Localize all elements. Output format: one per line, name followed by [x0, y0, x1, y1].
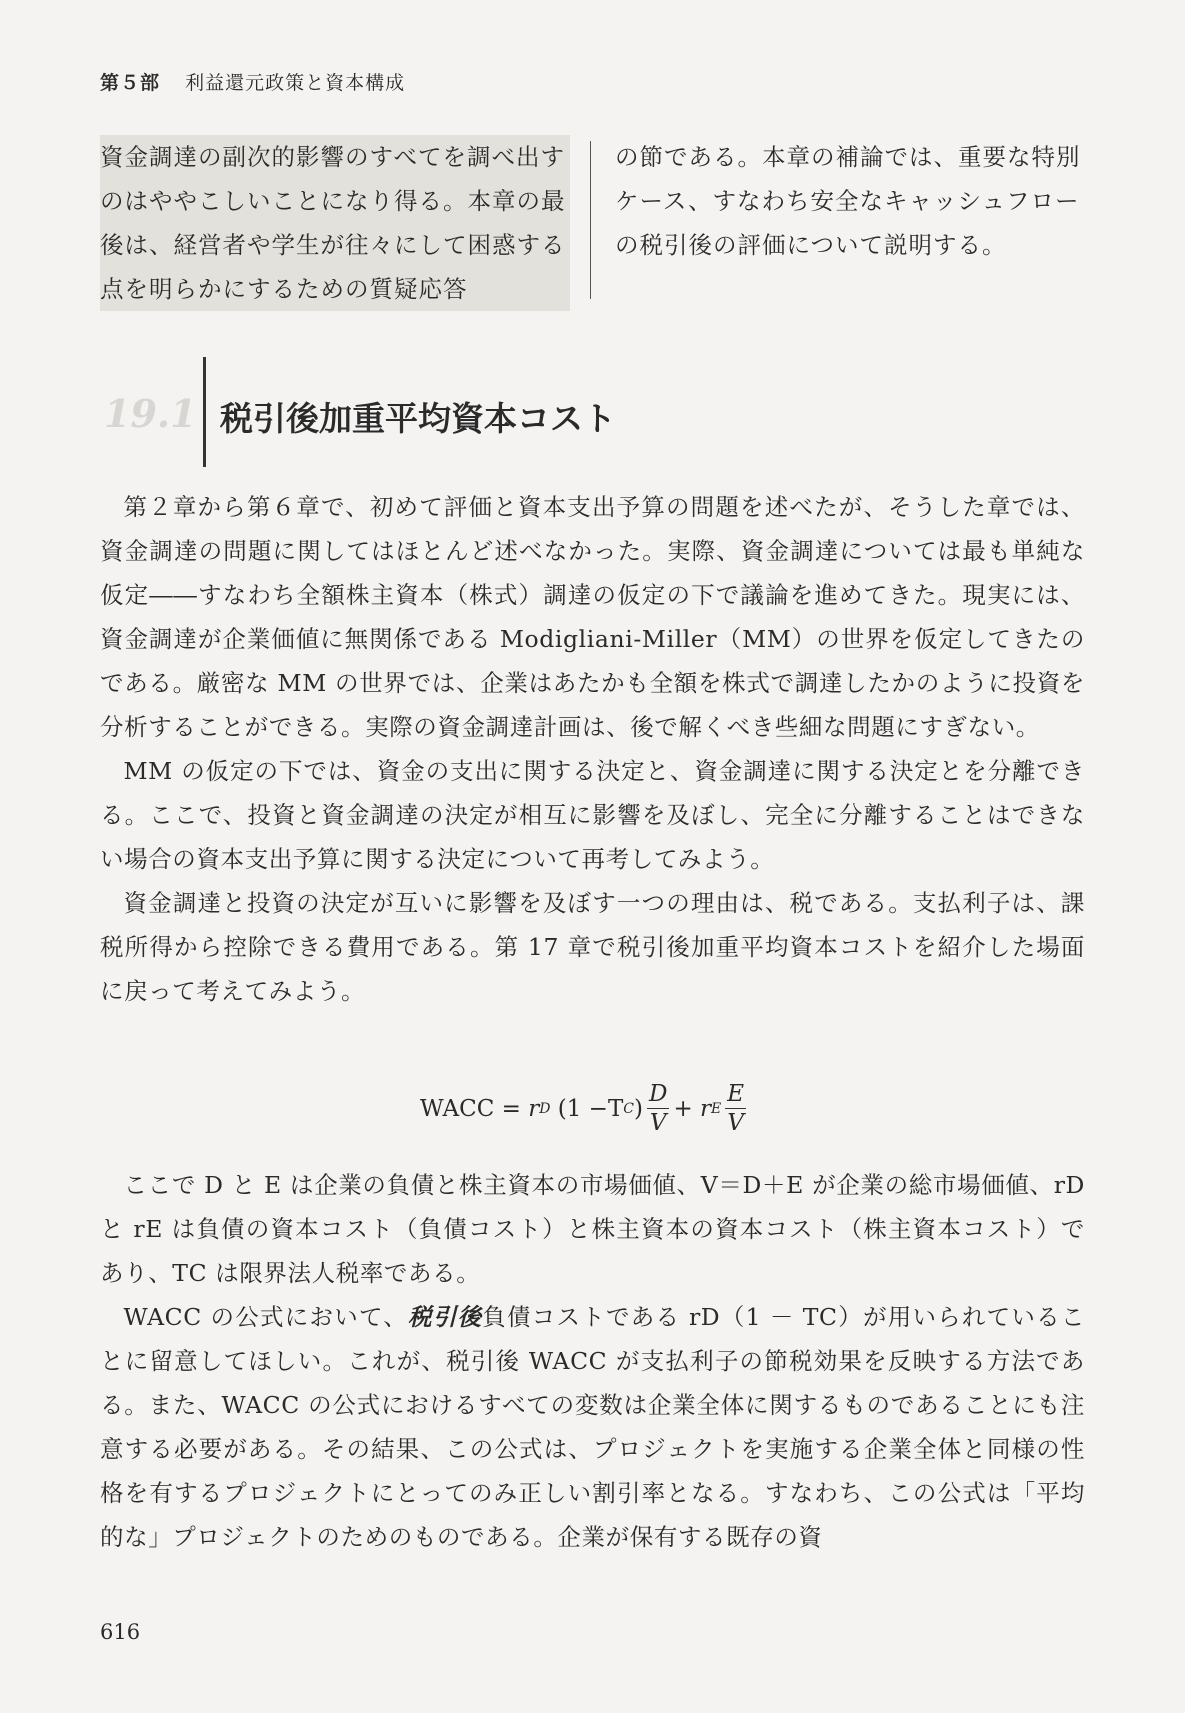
section-number: 19.1 — [104, 391, 197, 436]
formula-sub-e: E — [711, 1100, 722, 1117]
fraction-e-num: E — [727, 1081, 745, 1107]
paragraph-4: ここで D と E は企業の負債と株主資本の市場価値、V＝D＋E が企業の総市場価値、rD と rE は負債の資本コスト（負債コスト）と株主資本の資本コスト（株主資本コスト）であり、TC は限界法人税率である。 — [100, 1171, 1085, 1287]
fraction-d-num: D — [648, 1081, 668, 1107]
part-label: 第５部 — [100, 72, 161, 94]
formula-sub-c: C — [623, 1100, 634, 1117]
part-title: 利益還元政策と資本構成 — [185, 72, 406, 94]
section-bar — [203, 357, 206, 467]
paragraph-5 — [100, 1295, 1085, 1559]
section-title: 税引後加重平均資本コスト — [220, 399, 616, 438]
paragraph-2: MM の仮定の下では、資金の支出に関する決定と、資金調達に関する決定とを分離できる。ここで、投資と資金調達の決定が相互に影響を及ぼし、完全に分離することはできない場合の資本支出予算に関する決定について再考してみよう。 — [100, 757, 1085, 873]
formula-mid: (1 −T — [557, 1095, 624, 1122]
p5-emphasis: 税引後 — [408, 1303, 483, 1331]
page-number: 616 — [100, 1620, 141, 1644]
formula-plus: + — [673, 1095, 693, 1122]
intro-columns — [100, 135, 1085, 303]
formula-r-e: r — [700, 1095, 712, 1122]
running-head — [100, 68, 405, 95]
formula-sub-d: D — [539, 1100, 551, 1117]
fraction-d-v — [647, 1080, 669, 1137]
formula-r-d: r — [528, 1095, 540, 1122]
p5-start: WACC の公式において、 — [123, 1303, 409, 1331]
fraction-e-den: V — [727, 1110, 744, 1136]
p5-rest: 負債コストである rD（1 － TC）が用いられていることに留意してほしい。これが、税引後 WACC が支払利子の節税効果を反映する方法である。また、WACC の公式におけるすべての変数は企業全体に関するものであることにも注意する必要がある。その結果、この公式は、プロジェクトを実施する企業全体と同様の性格を有するプロジェクトにとってのみ正しい割引率となる。すなわち、この公式は「平均的な」プロジェクトのためのものである。企業が保有する既存の資 — [100, 1303, 1086, 1551]
paragraph-3: 資金調達と投資の決定が互いに影響を及ぼす一つの理由は、税である。支払利子は、課税所得から控除できる費用である。第 17 章で税引後加重平均資本コストを紹介した場面に戻って考えてみよう。 — [100, 889, 1085, 1005]
section-heading — [100, 355, 1000, 465]
paragraph-1: 第２章から第６章で、初めて評価と資本支出予算の問題を述べたが、そうした章では、資金調達の問題に関してはほとんど述べなかった。実際、資金調達については最も単純な仮定――すなわち全額株主資本（株式）調達の仮定の下で議論を進めてきた。現実には、資金調達が企業価値に無関係である Modigliani-Miller（MM）の世界を仮定してきたのである。厳密な MM の世界では、企業はあたかも全額を株式で調達したかのように投資を分析することができる。実際の資金調達計画は、後で解くべき些細な問題にすぎない。 — [100, 493, 1085, 741]
body-text — [100, 485, 1085, 1559]
fraction-d-den: V — [649, 1110, 667, 1136]
formula-close: ) — [634, 1095, 643, 1122]
column-divider — [590, 141, 591, 299]
intro-right-column: の節である。本章の補論では、重要な特別ケース、すなわち安全なキャッシュフローの税引後の評価について説明する。 — [615, 143, 1081, 259]
fraction-e-v — [725, 1080, 746, 1137]
wacc-formula — [420, 1080, 750, 1137]
intro-left-column: 資金調達の副次的影響のすべてを調べ出すのはややこしいことになり得る。本章の最後は、経営者や学生が往々にして困惑する点を明らかにするための質疑応答 — [100, 135, 570, 311]
formula-lhs: WACC = — [420, 1095, 521, 1122]
